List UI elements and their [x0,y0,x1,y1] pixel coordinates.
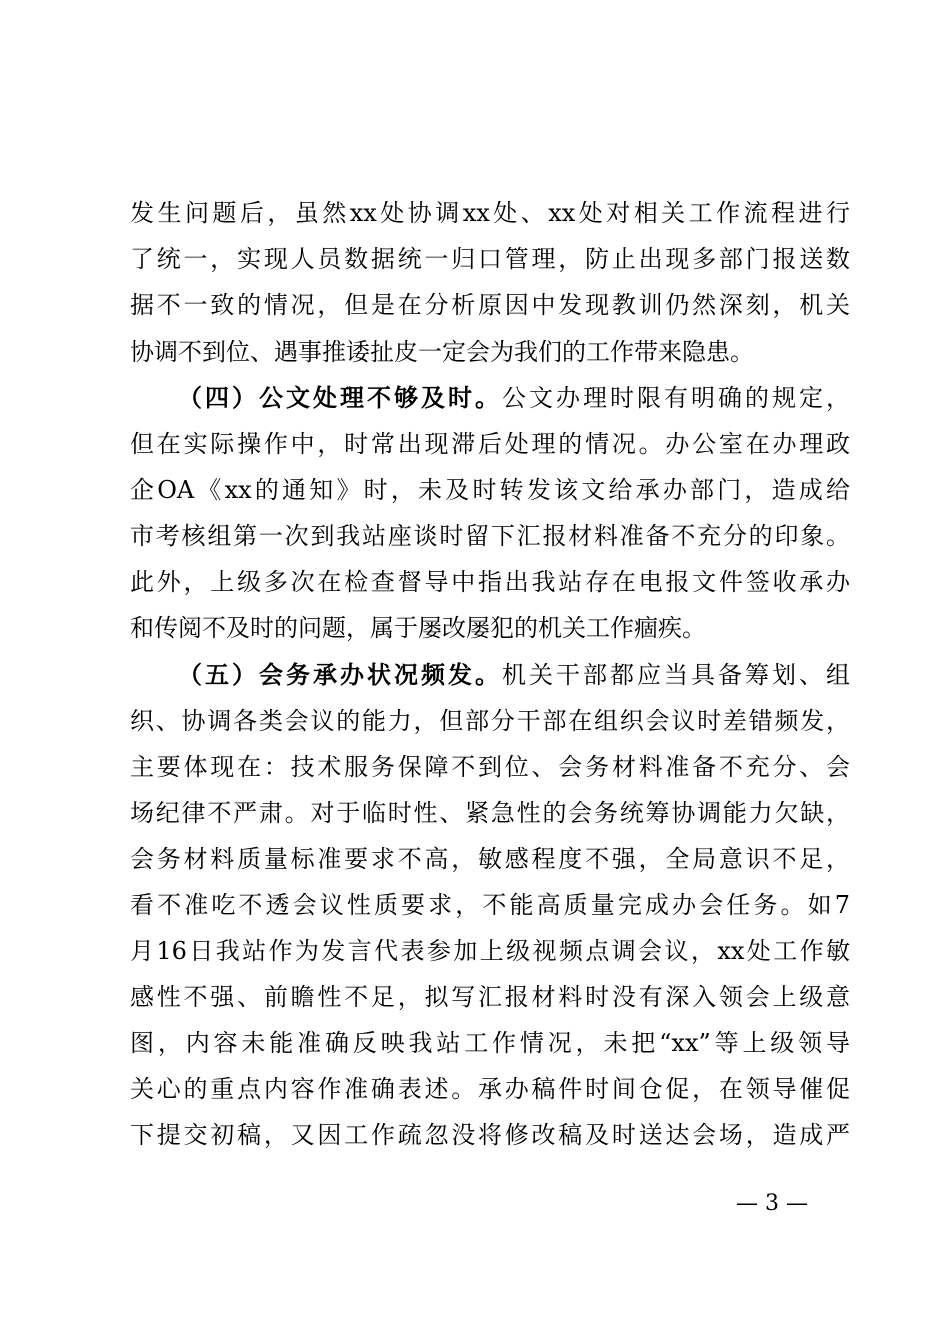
paragraph-line: 月16日我站作为发言代表参加上级视频点调会议，xx处工作敏 [130,937,850,965]
page-number: — 3 — [736,1191,808,1216]
paragraph-line: 和传阅不及时的问题，属于屡改屡犯的机关工作痼疾。 [130,614,706,642]
section-heading-line [178,382,850,414]
paragraph-line: 据不一致的情况，但是在分析原因中发现教训仍然深刻，机关 [130,291,850,319]
paragraph-line: 企OA《xx的通知》时，未及时转发该文给承办部门，造成给 [130,476,850,504]
paragraph-text: 机关干部都应当具备筹划、组 [502,661,850,689]
paragraph-line: 市考核组第一次到我站座谈时留下汇报材料准备不充分的印象。 [130,522,850,550]
paragraph-line: 主要体现在：技术服务保障不到位、会务材料准备不充分、会 [130,753,850,781]
paragraph-line: 感性不强、前瞻性不足，拟写汇报材料时没有深入领会上级意 [130,983,850,1011]
paragraph-line: 了统一，实现人员数据统一归口管理，防止出现多部门报送数 [130,245,850,273]
paragraph-line: 关心的重点内容作准确表述。承办稿件时间仓促，在领导催促 [130,1075,850,1103]
paragraph-text: 公文办理时限有明确的规定， [502,384,850,412]
paragraph-line: 但在实际操作中，时常出现滞后处理的情况。办公室在办理政 [130,430,850,458]
paragraph-line: 织、协调各类会议的能力，但部分干部在组织会议时差错频发， [130,707,850,735]
paragraph-line: 场纪律不严肃。对于临时性、紧急性的会务统筹协调能力欠缺， [130,799,850,827]
paragraph-line: 此外，上级多次在检查督导中指出我站存在电报文件签收承办 [130,568,850,596]
paragraph-line: 图，内容未能准确反映我站工作情况，未把“xx”等上级领导 [130,1029,850,1057]
paragraph-line: 协调不到位、遇事推诿扯皮一定会为我们的工作带来隐患。 [130,338,754,366]
paragraph-line: 会务材料质量标准要求不高，敏感程度不强，全局意识不足， [130,845,850,873]
section-heading: （五）会务承办状况频发。 [178,660,502,689]
paragraph-line: 看不准吃不透会议性质要求，不能高质量完成办会任务。如7 [130,891,850,919]
paragraph-line: 发生问题后，虽然xx处协调xx处、xx处对相关工作流程进行 [130,199,850,227]
paragraph-line: 下提交初稿，又因工作疏忽没将修改稿及时送达会场，造成严 [130,1121,850,1149]
section-heading-line [178,659,850,691]
section-heading: （四）公文处理不够及时。 [178,383,502,412]
